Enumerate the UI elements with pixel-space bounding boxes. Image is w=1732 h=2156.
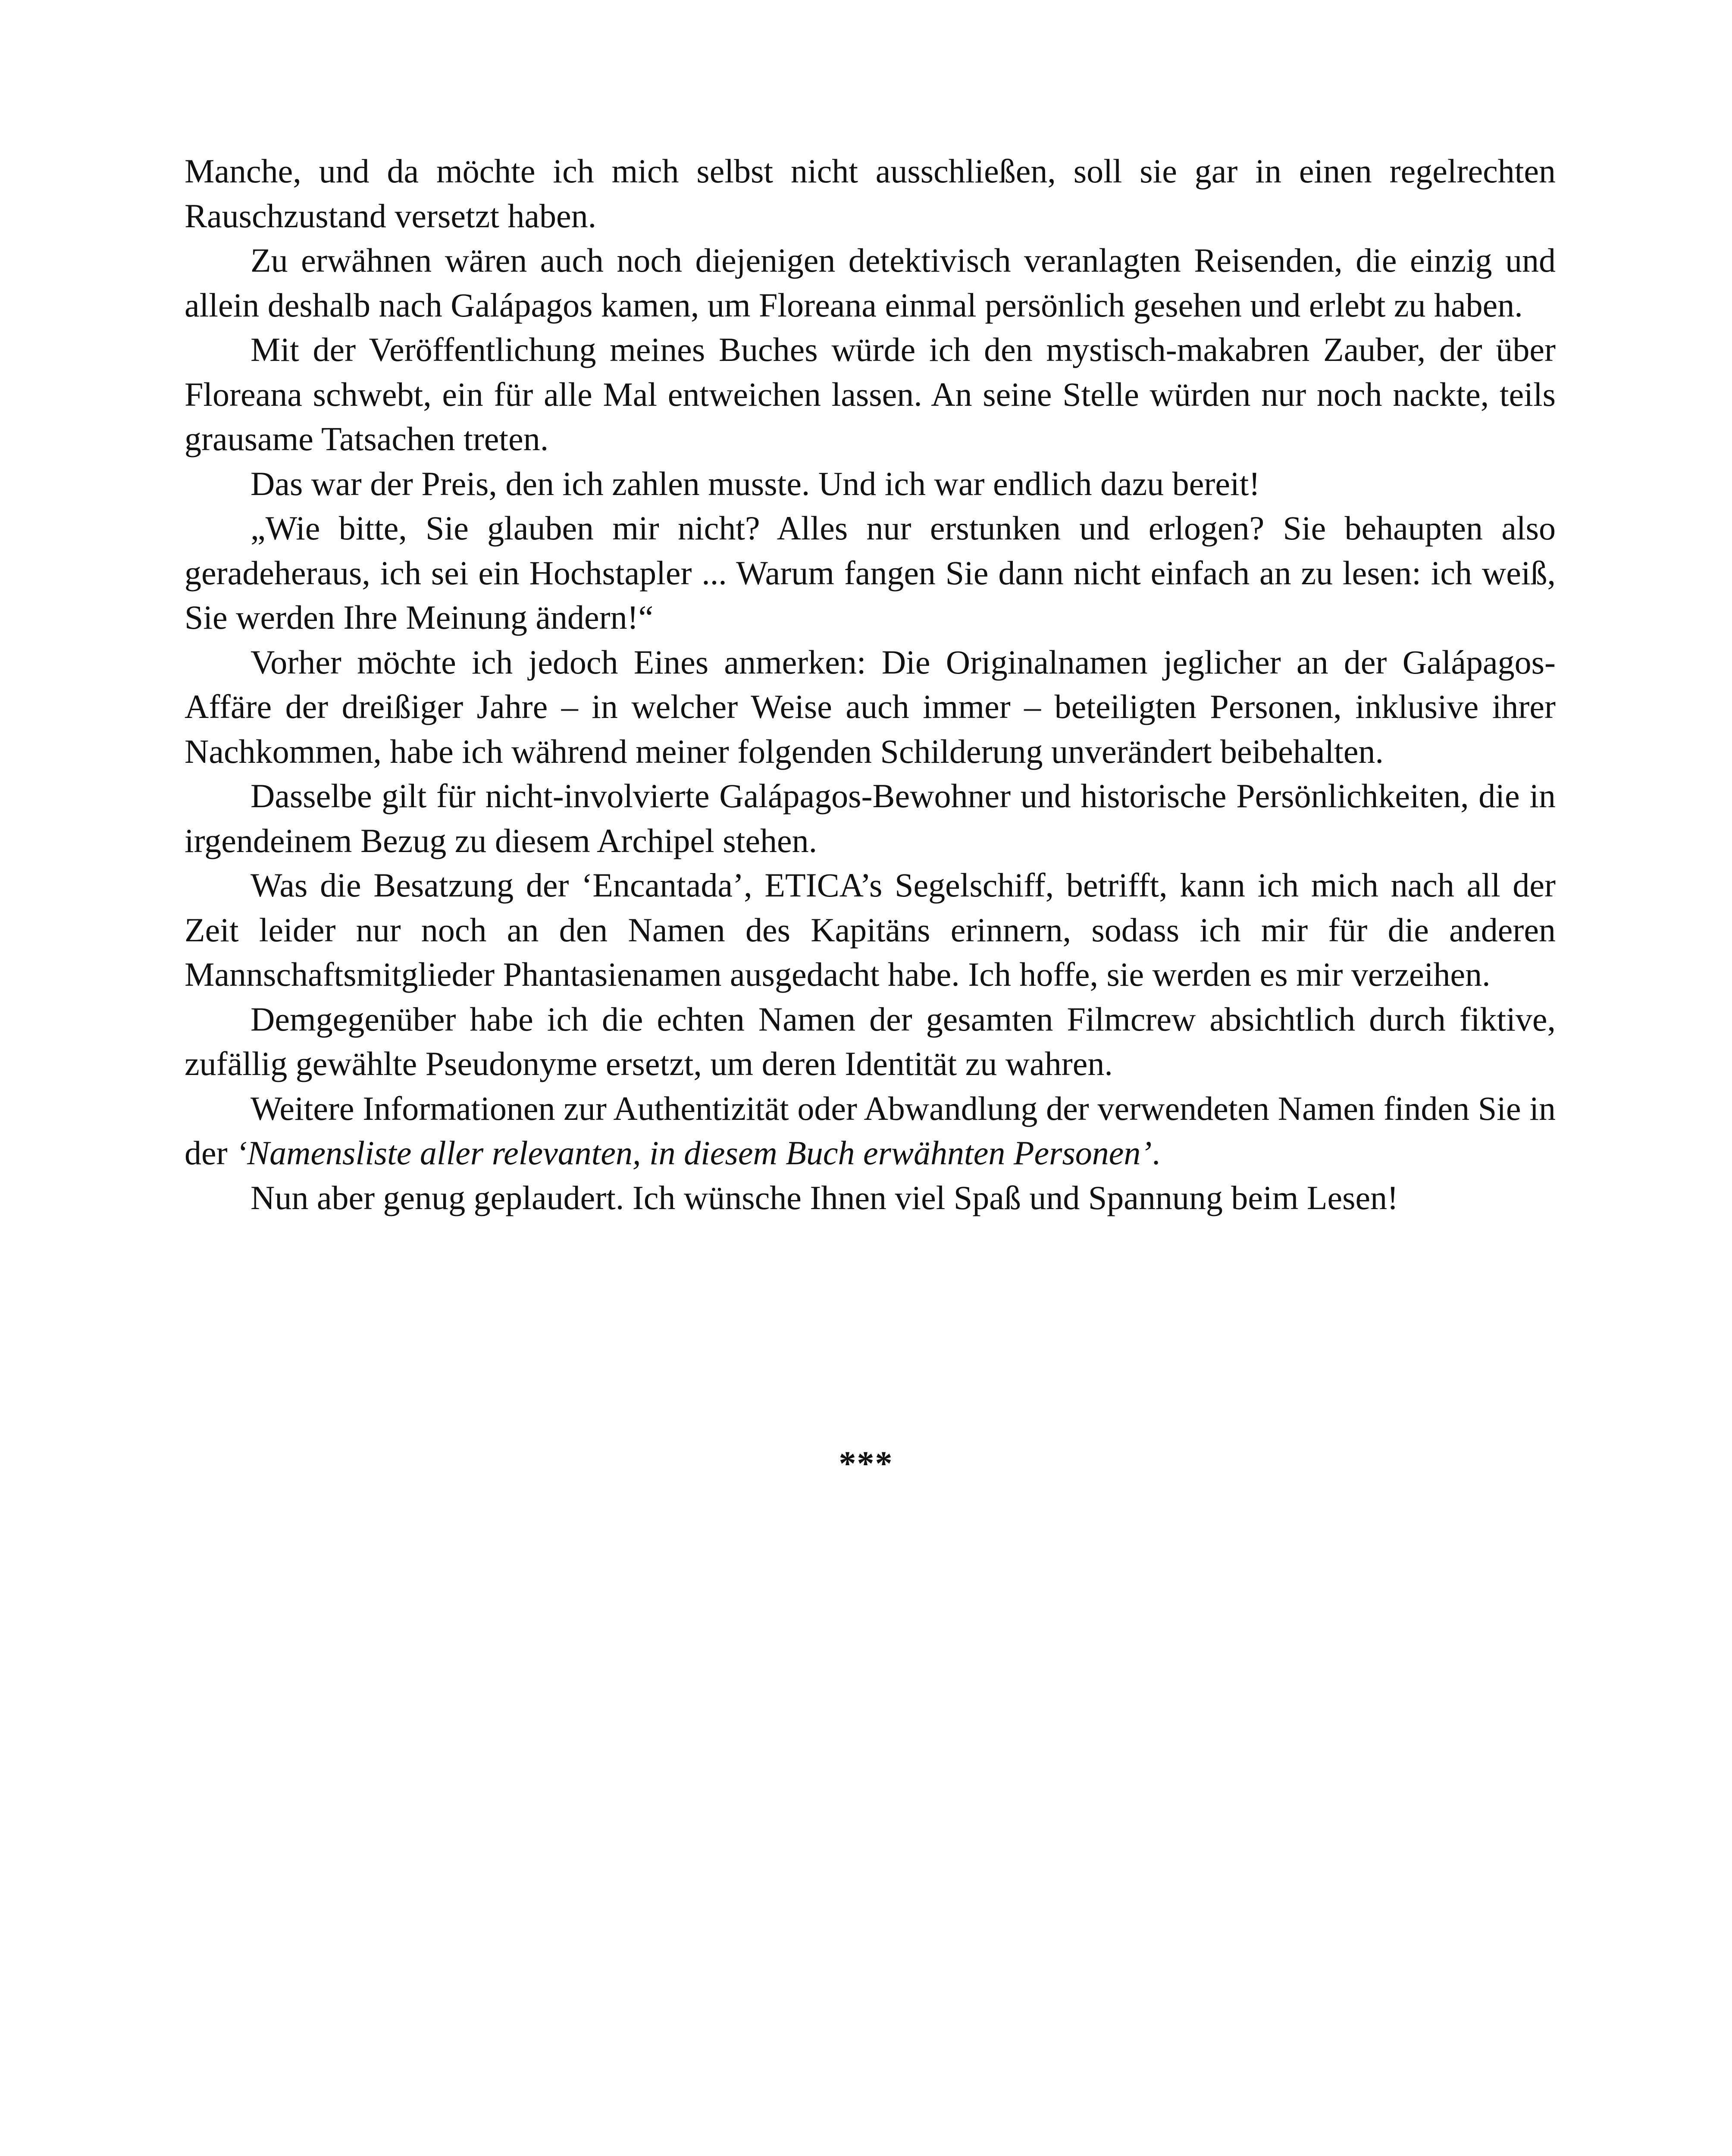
paragraph-2: Zu erwähnen wären auch noch diejenigen detektivisch veranlagten Reisenden, die einzig und allein deshalb nach Galápagos kamen, um Floreana einmal persönlich gesehen und erlebt zu haben. — [185, 241, 1556, 324]
paragraph-6: Vorher möchte ich jedoch Eines anmerken: Die Originalnamen jeglicher an der Galápagos-Affäre der dreißiger Jahre – in welcher Weise auch immer – beteiligten Personen, inklusive ihrer Nachkommen, habe ich während meiner folgenden Schilderung unverändert beibehalten. — [185, 643, 1556, 770]
paragraph-4: Das war der Preis, den ich zahlen musste. Und ich war endlich dazu bereit! — [251, 464, 1260, 502]
paragraph-1: Manche, und da möchte ich mich selbst nicht ausschließen, soll sie gar in einen regelrechten Rauschzustand versetzt haben. — [185, 152, 1556, 235]
info-text: Weitere Informationen zur Authentizität oder Abwandlung der verwendeten Namen finden Sie in der — [185, 1089, 1556, 1172]
section-separator: *** — [839, 1445, 893, 1483]
paragraph-3: Mit der Veröffentlichung meines Buches würde ich den mystisch-makabren Zauber, der über Floreana schwebt, ein für alle Mal entweichen lassen. An seine Stelle würden nur noch nackte, teils grausame Tatsachen treten. — [185, 331, 1556, 458]
paragraph-7: Dasselbe gilt für nicht-involvierte Galápagos-Bewohner und historische Persönlichkeiten, die in irgendeinem Bezug zu diesem Archipel stehen. — [185, 777, 1556, 859]
info-period: . — [1152, 1134, 1160, 1172]
paragraph-8: Was die Besatzung der ‘Encantada’, ETICA’s Segelschiff, betrifft, kann ich mich nach all der Zeit leider nur noch an den Namen des Kapitäns erinnern, sodass ich mir für die anderen Mannschaftsmitglieder Phantasienamen ausgedacht habe. Ich hoffe, sie werden es mir verzeihen. — [185, 866, 1556, 993]
body-text — [185, 149, 1556, 1220]
paragraph-9: Demgegenüber habe ich die echten Namen der gesamten Filmcrew absichtlich durch fiktive, zufällig gewählte Pseudonyme ersetzt, um deren Identität zu wahren. — [185, 1000, 1556, 1082]
paragraph-info — [185, 1086, 1556, 1175]
paragraph-closing: Nun aber genug geplaudert. Ich wünsche Ihnen viel Spaß und Spannung beim Lesen! — [251, 1178, 1399, 1216]
paragraph-5: „Wie bitte, Sie glauben mir nicht? Alles nur erstunken und erlogen? Sie behaupten also geradeheraus, ich sei ein Hochstapler ... Warum fangen Sie dann nicht einfach an zu lesen: ich weiß, Sie werden Ihre Meinung ändern!“ — [185, 509, 1556, 636]
info-italic-title: ‘Namensliste aller relevanten, in diesem Buch erwähnten Personen’ — [236, 1134, 1152, 1172]
